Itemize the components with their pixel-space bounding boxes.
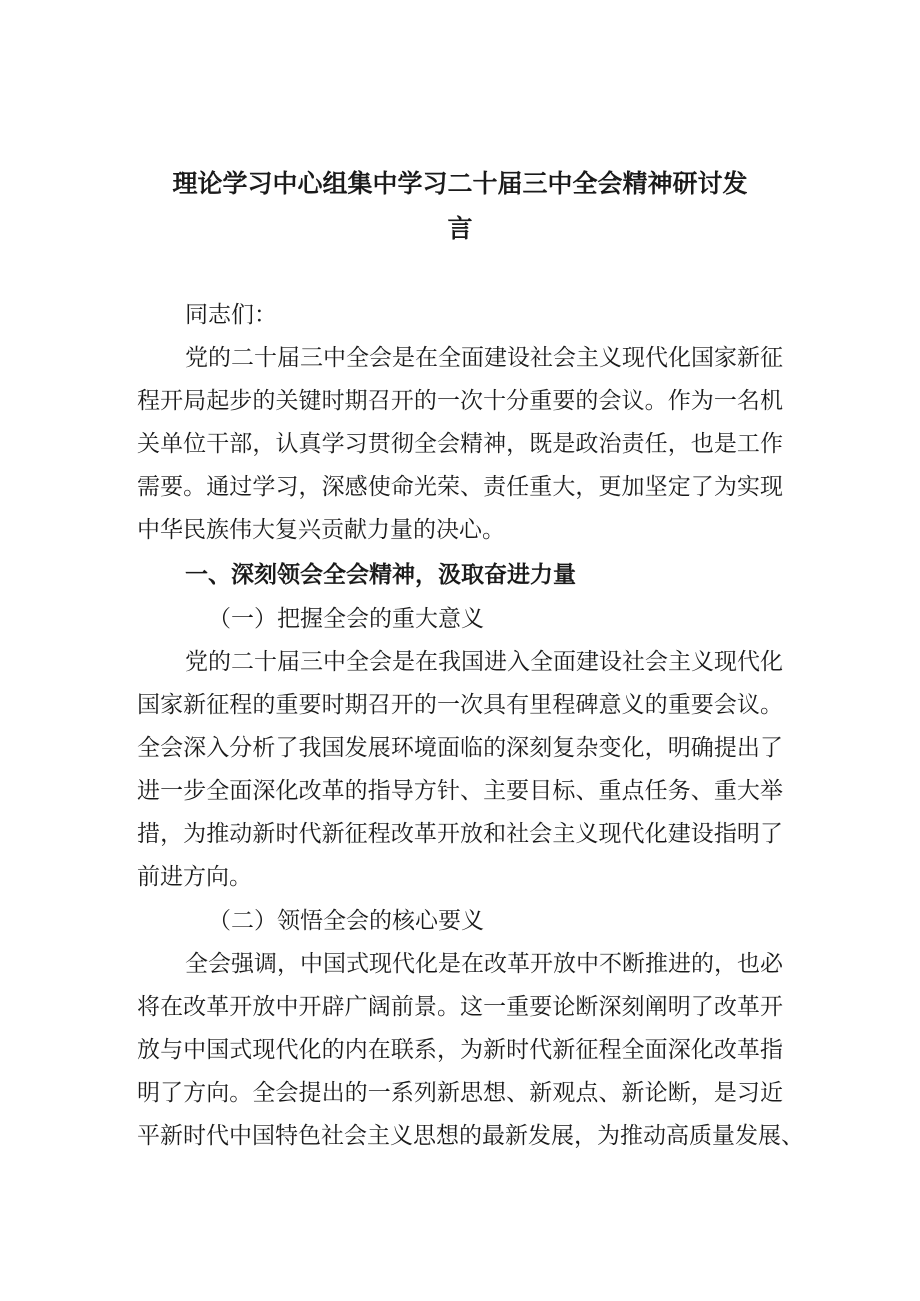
intro-paragraph-line: 程开局起步的关键时期召开的一次十分重要的会议。作为一名机 xyxy=(137,388,783,414)
section-2-paragraph-line: 全会强调，中国式现代化是在改革开放中不断推进的，也必 xyxy=(185,951,783,977)
section-1-paragraph-line: 全会深入分析了我国发展环境面临的深刻复杂变化，明确提出了 xyxy=(137,735,783,761)
intro-paragraph-line: 党的二十届三中全会是在全面建设社会主义现代化国家新征 xyxy=(185,345,783,371)
subheading-1: （一）把握全会的重大意义 xyxy=(208,606,484,632)
section-2-paragraph-line: 放与中国式现代化的内在联系，为新时代新征程全面深化改革指 xyxy=(137,1037,783,1063)
intro-paragraph-line: 关单位干部，认真学习贯彻全会精神，既是政治责任，也是工作 xyxy=(137,431,783,457)
salutation: 同志们： xyxy=(185,302,277,328)
section-2-paragraph-line: 明了方向。全会提出的一系列新思想、新观点、新论断，是习近 xyxy=(137,1080,783,1106)
section-2-paragraph-line: 将在改革开放中开辟广阔前景。这一重要论断深刻阐明了改革开 xyxy=(137,994,783,1020)
section-1-paragraph-line: 国家新征程的重要时期召开的一次具有里程碑意义的重要会议。 xyxy=(137,692,783,718)
section-1-paragraph-line: 进一步全面深化改革的指导方针、主要目标、重点任务、重大举 xyxy=(137,778,783,804)
document-title-line-1: 理论学习中心组集中学习二十届三中全会精神研讨发 xyxy=(172,169,748,198)
intro-paragraph-line: 中华民族伟大复兴贡献力量的决心。 xyxy=(137,517,505,543)
subheading-2: （二）领悟全会的核心要义 xyxy=(208,908,484,934)
section-1-paragraph-line: 前进方向。 xyxy=(137,864,252,890)
section-heading-1: 一、深刻领会全会精神，汲取奋进力量 xyxy=(185,562,576,588)
intro-paragraph-line: 需要。通过学习，深感使命光荣、责任重大，更加坚定了为实现 xyxy=(137,474,783,500)
section-1-paragraph-line: 措，为推动新时代新征程改革开放和社会主义现代化建设指明了 xyxy=(137,821,783,847)
document-title-line-2: 言 xyxy=(447,214,473,243)
section-1-paragraph-line: 党的二十届三中全会是在我国进入全面建设社会主义现代化 xyxy=(185,649,783,675)
section-2-paragraph-line: 平新时代中国特色社会主义思想的最新发展，为推动高质量发展、 xyxy=(137,1123,804,1149)
